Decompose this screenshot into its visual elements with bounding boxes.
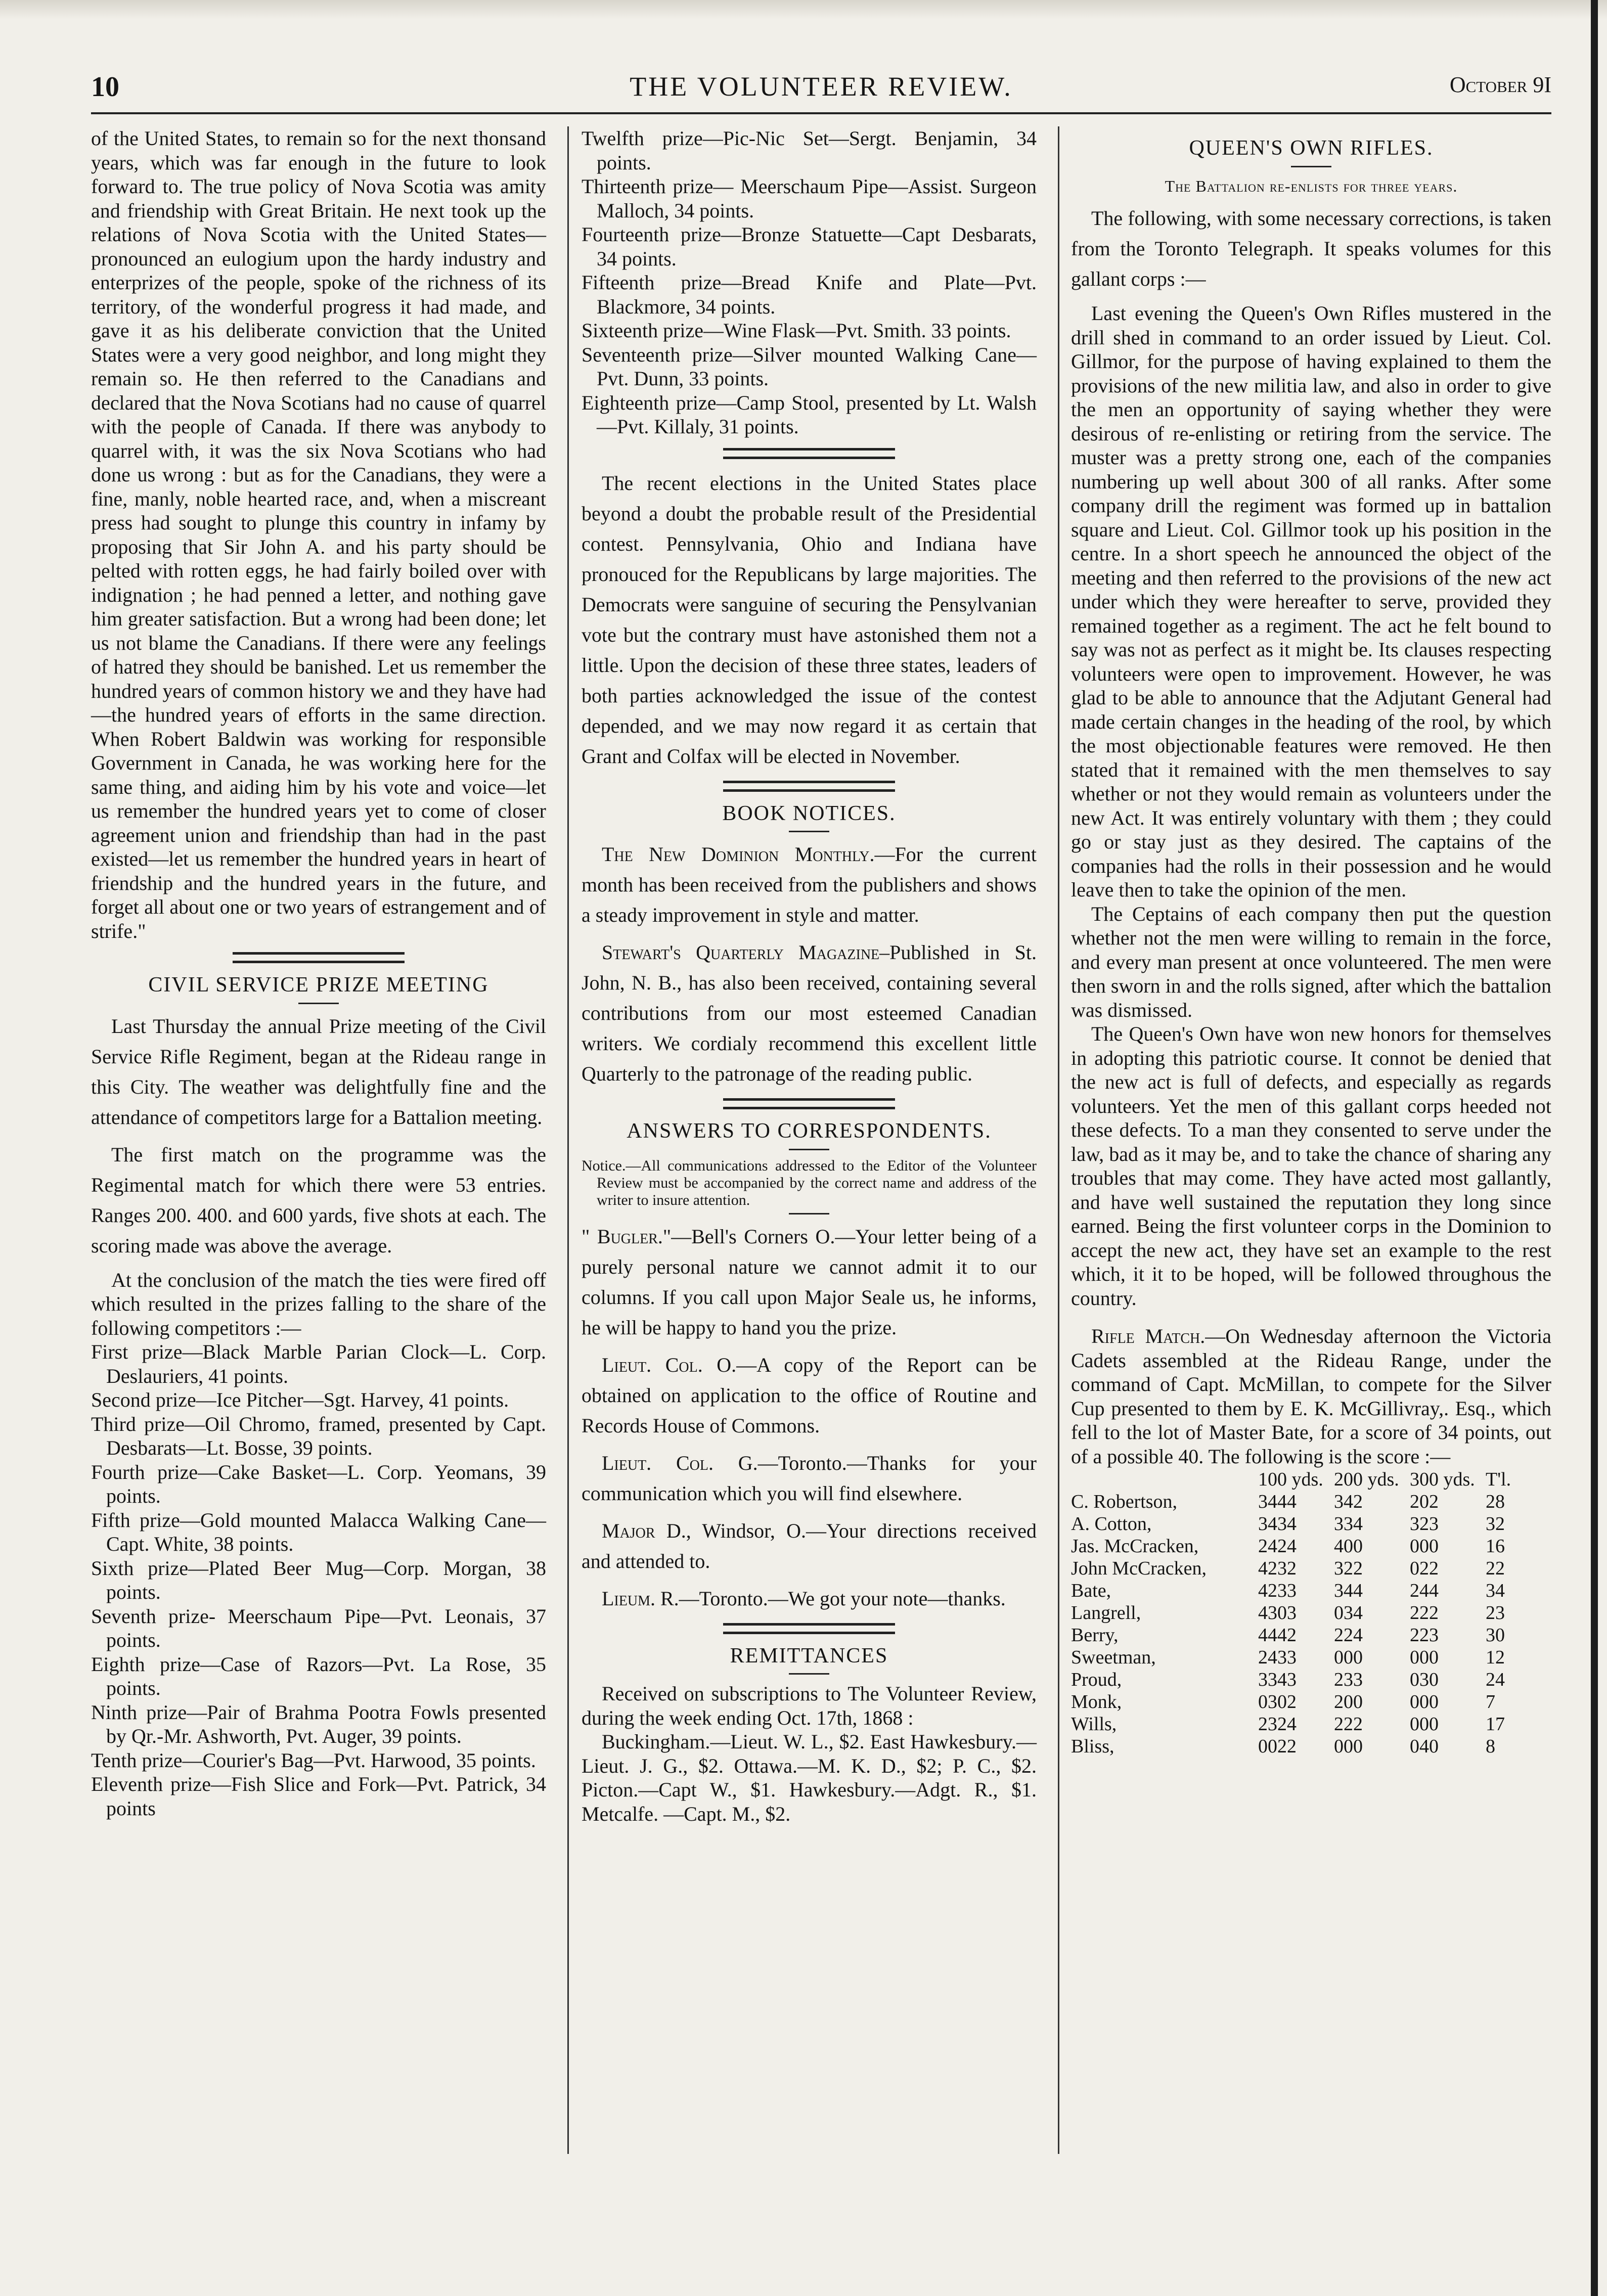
short-rule (789, 831, 829, 832)
book-notice-title: Stewart's Quarterly Magazine (602, 941, 880, 964)
queens-own-paragraph: Last evening the Queen's Own Rifles mustered in the drill shed in command to an order issued by Lieut. Col. Gillmor, for the purpose of having explained to them the provisions of the new militia law, and also in order to give the men an opportunity of saying whether they were desirous of re-enlisting or retiring from the service. The muster was a pretty strong one, each of the companies numbering up well about 300 of all ranks. After some company drill the regiment was formed up in battalion square and Lieut. Col. Gillmor took up his position in the centre. In a short speech he announced the object of the meeting and then referred to the provisions of the new act under which they were hereafter to serve, provided they remained together as a regiment. The act he felt bound to say was not as perfect as it might be. Its clauses respecting volunteers were open to improvement. However, he was glad to be able to announce that the Adjutant General had made certain changes in the heading of the rool, by which the most objectionable features were removed. He then stated that it remained with the men themselves to say whether or not they would remain as volunteers under the new Act. It was entirely voluntary with them ; they could go or stay just as they desired. The captains of the companies had the rolls in their possession and he would leave then to take the opinion of the men. (1071, 302, 1551, 901)
score-column-header: 200 yds. (1334, 1469, 1399, 1490)
masthead (91, 66, 1551, 111)
answer-addressee: Lieut. Col. O. (602, 1353, 737, 1376)
header-rule (91, 112, 1551, 114)
column-one (91, 126, 546, 1820)
score-row (1071, 1580, 1551, 1602)
score-row (1071, 1624, 1551, 1646)
prize-item: Seventeenth prize—Silver mounted Walking Cane—Pvt. Dunn, 33 points. (582, 343, 1037, 390)
prize-item: Tenth prize—Courier's Bag—Pvt. Harwood, 35 points. (91, 1748, 536, 1772)
answer-text: —A copy of the Report can be obtained on application to the office of Routine and Records House of Commons. (582, 1353, 1037, 1437)
score-row (1071, 1602, 1551, 1624)
book-notices-heading: BOOK NOTICES. (722, 801, 896, 825)
score-300: 000 (1410, 1647, 1439, 1668)
book-notice (582, 937, 1037, 1089)
score-row (1071, 1646, 1551, 1669)
score-200: 034 (1334, 1602, 1363, 1624)
rifle-match-text: —On Wednesday afternoon the Victoria Cadets assembled at the Rideau Range, under the command of Capt. McMillan, to compete for the Silver Cup presented to them by E. K. McGillivray,. Esq., which fell to the lot of Master Bate, for a score of 34 points, out of a possible 40. The following is the score :— (1071, 1325, 1552, 1468)
score-300: 000 (1410, 1536, 1439, 1557)
prize-item: Ninth prize—Pair of Brahma Pootra Fowls presented by Qr.-Mr. Ashworth, Pvt. Auger, 39 points. (91, 1700, 546, 1747)
cadet-name: C. Robertson, (1071, 1491, 1178, 1512)
score-100: 2433 (1258, 1647, 1297, 1668)
civil-paragraph: The first match on the programme was the Regimental match for which there were 53 entries. Ranges 200. 400. and 600 yards, five shots at each. The scoring made was above the average. (91, 1143, 546, 1257)
score-200: 000 (1334, 1736, 1363, 1757)
prize-item: Seventh prize- Meerschaum Pipe—Pvt. Leonais, 37 points. (91, 1604, 546, 1651)
civil-paragraph: Last Thursday the annual Prize meeting of the Civil Service Rifle Regiment, began at the Rideau range in this City. The weather was delightfully fine and the attendance of competitors large for a Battalion meeting. (91, 1014, 546, 1129)
short-rule (298, 1003, 339, 1004)
score-total: 32 (1486, 1513, 1505, 1535)
prize-item: Fourteenth prize—Bronze Statuette—Capt Desbarats, 34 points. (582, 223, 1037, 270)
answer-addressee: Major D., (602, 1519, 691, 1542)
queens-own-subheading: The Battalion re-enlists for three years. (1165, 176, 1458, 195)
score-100: 2424 (1258, 1536, 1297, 1557)
newspaper-title: THE VOLUNTEER REVIEW. (630, 71, 1013, 102)
score-total: 23 (1486, 1602, 1505, 1624)
score-200: 200 (1334, 1691, 1363, 1713)
score-row (1071, 1669, 1551, 1691)
answers-heading: ANSWERS TO CORRESPONDENTS. (627, 1119, 992, 1143)
score-200: 334 (1334, 1513, 1363, 1535)
score-total: 22 (1486, 1558, 1505, 1579)
prize-item: Eighth prize—Case of Razors—Pvt. La Rose, 35 points. (91, 1652, 546, 1699)
remittances-heading: REMITTANCES (730, 1644, 888, 1668)
score-300: 000 (1410, 1714, 1439, 1735)
score-row (1071, 1491, 1551, 1513)
prize-item: Twelfth prize—Pic-Nic Set—Sergt. Benjamin, 34 points. (582, 127, 1037, 174)
queens-own-heading: QUEEN'S OWN RIFLES. (1189, 137, 1434, 160)
score-200: 342 (1334, 1491, 1363, 1512)
score-row (1071, 1691, 1551, 1713)
cadet-name: Monk, (1071, 1691, 1122, 1713)
civil-service-heading: CIVIL SERVICE PRIZE MEETING (148, 973, 489, 997)
score-column-header: 300 yds. (1410, 1469, 1475, 1490)
score-300: 022 (1410, 1558, 1439, 1579)
elections-article: The recent elections in the United States place beyond a doubt the probable result of the Presidential contest. Pennsylvania, Ohio and Indiana have pronouced for the Republicans by large majorities. The Democrats were sanguine of securing the Pensylvanian vote but the contrary must have astonished them not a little. Upon the decision of these three states, leaders of both parties acknowledged the issue of the contest depended, and we may now regard it as certain that Grant and Colfax will be elected in November. (582, 471, 1037, 768)
answer-item (582, 1448, 1037, 1509)
cadet-name: John McCracken, (1071, 1558, 1207, 1579)
score-300: 202 (1410, 1491, 1439, 1512)
column-three (1071, 126, 1551, 1758)
section-rule (723, 1098, 895, 1109)
short-rule (1291, 166, 1331, 167)
score-100: 3343 (1258, 1669, 1297, 1690)
answer-addressee: Lieut. Col. G. (602, 1451, 758, 1474)
answer-item (582, 1222, 1037, 1343)
prize-list-continued (582, 126, 1037, 439)
section-rule (233, 952, 405, 963)
speech-continuation: of the United States, to remain so for the next thonsand years, which was far enough in the future to look forward to. The true policy of Nova Scotia was amity and friendship with Great Britain. He next took up the relations of Nova Scotia with the United States—pronounced an eulogium upon the hardy industry and enterprizes of the people, spoke of the richness of its territory, of the wonderful progress it had made, and gave it as his deliberate conviction that the United States were a very good neighbor, and long might they remain so. He then referred to the Canadians and declared that the Nova Scotians had no cause of quarrel with the people of Canada. If there was anybody to quarrel with, it was the six Nova Scotians who had done us wrong : but as for the Canadians, they were a fine, manly, noble hearted race, and, when a miscreant press had sought to plunge this country in infamy by proposing that Sir John A. and his party should be pelted with rotten eggs, he had fairly boiled over with indignation ; he had penned a letter, and nothing gave him greater satisfaction. But a wrong had been done; let us not blame the Canadians. If there were any feelings of hatred they should be banished. Let us remember the hundred years of common history we and they have had—the hundred years of efforts in the same direction. When Robert Baldwin was working for responsible Government in Canada, he was working here for the same thing, and aiding him by his vote and voice—let us remember the hundred years yet to come of closer agreement union and friendship than had in the past existed—let us remember the hundred years in heart of friendship and the hundred years in the future, and forget all about one or two years of estrangement and of strife." (91, 127, 546, 942)
cadet-name: Berry, (1071, 1625, 1119, 1646)
cadet-name: Jas. McCracken, (1071, 1536, 1199, 1557)
book-notice-title: The New Dominion Monthly. (602, 843, 875, 866)
score-column-header: 100 yds. (1258, 1469, 1323, 1490)
score-100: 0302 (1258, 1691, 1297, 1713)
score-100: 0022 (1258, 1736, 1297, 1757)
prize-list (91, 1340, 546, 1820)
score-100: 4303 (1258, 1602, 1297, 1624)
queens-own-paragraph: The Ceptains of each company then put the question whether not the men were willing to remain in the force, and every man present at once volunteered. The men were then sworn in and the rolls signed, after which the battalion was dismissed. (1071, 902, 1551, 1021)
prize-item: Second prize—Ice Pitcher—Sgt. Harvey, 41 points. (91, 1388, 509, 1411)
score-100: 3444 (1258, 1491, 1297, 1512)
prize-item: Third prize—Oil Chromo, framed, presented by Capt. Desbarats—Lt. Bosse, 39 points. (91, 1412, 546, 1459)
answer-addressee: Lieum. R. (602, 1587, 679, 1610)
page-number: 10 (91, 71, 119, 103)
score-total: 28 (1486, 1491, 1505, 1512)
civil-paragraph: At the conclusion of the match the ties were fired off which resulted in the prizes falling to the share of the following competitors :— (91, 1268, 546, 1339)
score-row (1071, 1513, 1551, 1535)
score-200: 344 (1334, 1580, 1363, 1601)
issue-date: October 9I (1449, 72, 1551, 97)
prize-item: Eleventh prize—Fish Slice and Fork—Pvt. Patrick, 34 points (91, 1773, 546, 1820)
answer-text: —Toronto.—Thanks for your communication which you will find elsewhere. (582, 1451, 1037, 1505)
cadet-name: Sweetman, (1071, 1647, 1156, 1668)
score-200: 000 (1334, 1647, 1363, 1668)
score-total: 30 (1486, 1625, 1505, 1646)
score-200: 222 (1334, 1714, 1363, 1735)
column-divider (1058, 126, 1059, 2154)
cadet-name: Wills, (1071, 1714, 1117, 1735)
cadet-name: Bate, (1071, 1580, 1111, 1601)
short-rule (789, 1149, 829, 1150)
cadet-name: Proud, (1071, 1669, 1122, 1690)
section-rule (723, 448, 895, 459)
score-200: 322 (1334, 1558, 1363, 1579)
queens-own-paragraph: The following, with some necessary corrections, is taken from the Toronto Telegraph. It speaks volumes for this gallant corps :— (1071, 207, 1551, 290)
answer-text: Windsor, O.—Your directions received and attended to. (582, 1519, 1037, 1572)
prize-item: Sixth prize—Plated Beer Mug—Corp. Morgan, 38 points. (91, 1556, 546, 1603)
score-200: 400 (1334, 1536, 1363, 1557)
remittances-intro: Received on subscriptions to The Volunteer Review, during the week ending Oct. 17th, 1868 : (582, 1682, 1037, 1729)
score-row (1071, 1713, 1551, 1735)
short-rule (789, 1213, 829, 1214)
answer-text: —Bell's Corners O.—Your letter being of a purely personal nature we cannot admit it to our columns. If you call upon Major Seale us, he informs, he will be happy to hand you the prize. (582, 1225, 1037, 1339)
score-header-row (1071, 1468, 1551, 1491)
score-100: 4233 (1258, 1580, 1297, 1601)
score-total: 12 (1486, 1647, 1505, 1668)
rifle-match-paragraph (1071, 1324, 1551, 1468)
score-300: 040 (1410, 1736, 1439, 1757)
score-total: 17 (1486, 1714, 1505, 1735)
score-200: 224 (1334, 1625, 1363, 1646)
score-100: 4442 (1258, 1625, 1297, 1646)
answer-item (582, 1584, 1037, 1614)
column-divider (567, 126, 569, 2154)
cadet-name: Langrell, (1071, 1602, 1141, 1624)
score-total: 16 (1486, 1536, 1505, 1557)
page-binding-edge (1591, 0, 1598, 2296)
book-notice (582, 839, 1037, 930)
score-300: 323 (1410, 1513, 1439, 1535)
prize-item: Fourth prize—Cake Basket—L. Corp. Yeomans, 39 points. (91, 1460, 546, 1507)
score-total: 8 (1486, 1736, 1495, 1757)
section-rule (723, 1623, 895, 1634)
score-300: 000 (1410, 1691, 1439, 1713)
answer-addressee: " Bugler." (582, 1225, 672, 1248)
score-100: 3434 (1258, 1513, 1297, 1535)
prize-item: First prize—Black Marble Parian Clock—L. Corp. Deslauriers, 41 points. (91, 1340, 546, 1387)
cadet-name: Bliss, (1071, 1736, 1114, 1757)
score-column-header: T'l. (1486, 1469, 1511, 1490)
score-100: 4232 (1258, 1558, 1297, 1579)
answer-text: —Toronto.—We got your note—thanks. (679, 1587, 1006, 1610)
prize-item: Thirteenth prize— Meerschaum Pipe—Assist. Surgeon Malloch, 34 points. (582, 175, 1037, 222)
answer-item (582, 1350, 1037, 1441)
answer-item (582, 1516, 1037, 1577)
score-table (1071, 1468, 1551, 1758)
score-row (1071, 1557, 1551, 1580)
correspondence-notice: Notice.—All communications addressed to the Editor of the Volunteer Review must be accompanied by the correct name and address of the writer to insure attention. (582, 1157, 1037, 1208)
score-100: 2324 (1258, 1714, 1297, 1735)
page-top-edge (0, 0, 1607, 19)
book-notice-text: —For the current month has been received from the publishers and shows a steady improvement in style and matter. (582, 843, 1037, 926)
score-total: 7 (1486, 1691, 1495, 1713)
short-rule (789, 1673, 829, 1675)
remittances-list: Buckingham.—Lieut. W. L., $2. East Hawkesbury.—Lieut. J. G., $2. Ottawa.—M. K. D., $2; P. C., $2. Picton.—Capt W., $1. Hawkesbury.—Adgt. R., $1. Metcalfe. —Capt. M., $2. (582, 1730, 1037, 1825)
score-300: 222 (1410, 1602, 1439, 1624)
prize-item: Fifth prize—Gold mounted Malacca Walking Cane— Capt. White, 38 points. (91, 1508, 546, 1555)
prize-item: Eighteenth prize—Camp Stool, presented by Lt. Walsh—Pvt. Killaly, 31 points. (582, 391, 1037, 438)
rifle-match-lead: Rifle Match. (1091, 1325, 1206, 1347)
score-300: 223 (1410, 1625, 1439, 1646)
score-200: 233 (1334, 1669, 1363, 1690)
column-two (582, 126, 1037, 1826)
score-300: 244 (1410, 1580, 1439, 1601)
queens-own-paragraph: The Queen's Own have won new honors for themselves in adopting this patriotic course. It connot be denied that the new act is full of defects, and especially as regards volunteers. Yet the men of this gallant corps heeded not these defects. To a man they consented to serve under the law, bad as it may be, and to take the chance of sharing any troubles that may come. They have acted most gallantly, and have well sustained the reputation they long since earned. Being the first volunteer corps in the Dominion to accept the new act, they have set an example to the rest which, it it to be hoped, will be followed throughous the country. (1071, 1022, 1551, 1310)
score-row (1071, 1535, 1551, 1557)
score-total: 24 (1486, 1669, 1505, 1690)
score-row (1071, 1735, 1551, 1758)
prize-item: Sixteenth prize—Wine Flask—Pvt. Smith. 33 points. (582, 319, 1011, 342)
section-rule (723, 781, 895, 792)
book-notice-text: –Published in St. John, N. B., has also been received, containing several contributions from our most esteemed Canadian writers. We cordialy recommend this excellent little Quarterly to the patronage of the reading public. (582, 941, 1037, 1085)
cadet-name: A. Cotton, (1071, 1513, 1152, 1535)
score-300: 030 (1410, 1669, 1439, 1690)
prize-item: Fifteenth prize—Bread Knife and Plate—Pvt. Blackmore, 34 points. (582, 271, 1037, 318)
score-total: 34 (1486, 1580, 1505, 1601)
